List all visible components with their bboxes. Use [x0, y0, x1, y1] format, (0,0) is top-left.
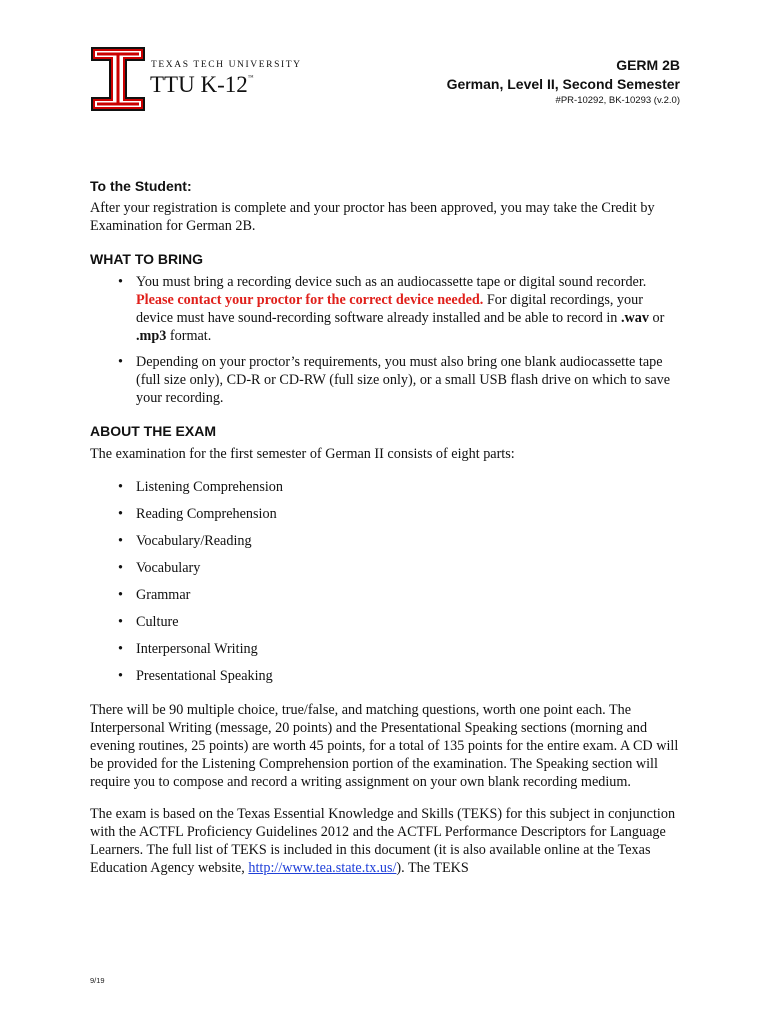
about-exam-heading: ABOUT THE EXAM [90, 423, 216, 439]
list-item: • Reading Comprehension [90, 505, 682, 523]
product-numbers: #PR-10292, BK-10293 (v.2.0) [555, 95, 680, 106]
bring-item-1-or: or [648, 310, 665, 326]
exam-scoring-paragraph: There will be 90 multiple choice, true/false, and matching questions, worth one point each. The Interpersonal Writing (message, 20 points) and the Presentational Speaking sections (morning and evening routines, 25 points) are worth 45 points, for a total of 135 points for the entire exam. A CD will be provided for the Listening Comprehension portion of the examination. The Speaking section will require you to compose and record a writing assignment on your own blank recording medium. [90, 702, 679, 790]
course-code: GERM 2B [616, 57, 680, 73]
list-item: • Vocabulary [90, 559, 682, 577]
wav-format: .wav [620, 310, 649, 326]
about-exam-intro: The examination for the first semester of German II consists of eight parts: [90, 446, 515, 462]
intro-heading: To the Student: [90, 178, 192, 194]
double-t-logo-icon [90, 46, 146, 112]
ttu-k12-logo [90, 46, 320, 112]
brand-name [150, 72, 254, 98]
teks-paragraph [90, 805, 682, 877]
mp3-format: .mp3 [136, 328, 167, 344]
list-item: • Interpersonal Writing [90, 640, 682, 658]
teks-text-end: ). The TEKS [396, 860, 469, 876]
list-item: • Presentational Speaking [90, 667, 682, 685]
brand-text: TTU K-12 [150, 72, 248, 97]
bring-item-1-part3: format. [166, 328, 212, 344]
what-to-bring-heading: WHAT TO BRING [90, 251, 204, 267]
course-title: German, Level II, Second Semester [446, 76, 680, 92]
university-name: TEXAS TECH UNIVERSITY [151, 60, 302, 70]
bring-item-1-part1: You must bring a recording device such as an audiocassette tape or digital sound recorder. [136, 274, 647, 290]
bring-item-1-part2: For digital recordings, your device must have sound-recording software already installed and be able to record in [136, 292, 643, 326]
tea-website-link[interactable]: http://www.tea.state.tx.us/ [248, 860, 397, 876]
exam-parts-list [90, 478, 682, 685]
intro-text: After your registration is complete and your proctor has been approved, you may take the Credit by Examination for German 2B. [90, 200, 655, 234]
list-item: • Listening Comprehension [90, 478, 682, 496]
course-header [447, 56, 680, 108]
what-to-bring-list [90, 273, 682, 407]
list-item [90, 273, 682, 345]
trademark-mark: ™ [247, 75, 254, 82]
document-body [90, 176, 682, 877]
list-item: • Vocabulary/Reading [90, 532, 682, 550]
list-item: • Culture [90, 613, 682, 631]
teks-text-start: The exam is based on the Texas Essential Knowledge and Skills (TEKS) for this subject in conjunction with the ACTFL Proficiency Guidelines 2012 and the ACTFL Performance Descriptors for Language Learners. The full list of TEKS is included in this document (it is also available online at the Texas Education Agency website, [90, 806, 676, 876]
list-item: • Depending on your proctor’s requirements, you must also bring one blank audiocassette tape (full size only), CD-R or CD-RW (full size only), or a small USB flash drive on which to save your recording. [90, 353, 682, 407]
list-item: • Grammar [90, 586, 682, 604]
proctor-device-emphasis: Please contact your proctor for the correct device needed. [136, 292, 484, 308]
footer-date: 9/19 [90, 976, 105, 985]
